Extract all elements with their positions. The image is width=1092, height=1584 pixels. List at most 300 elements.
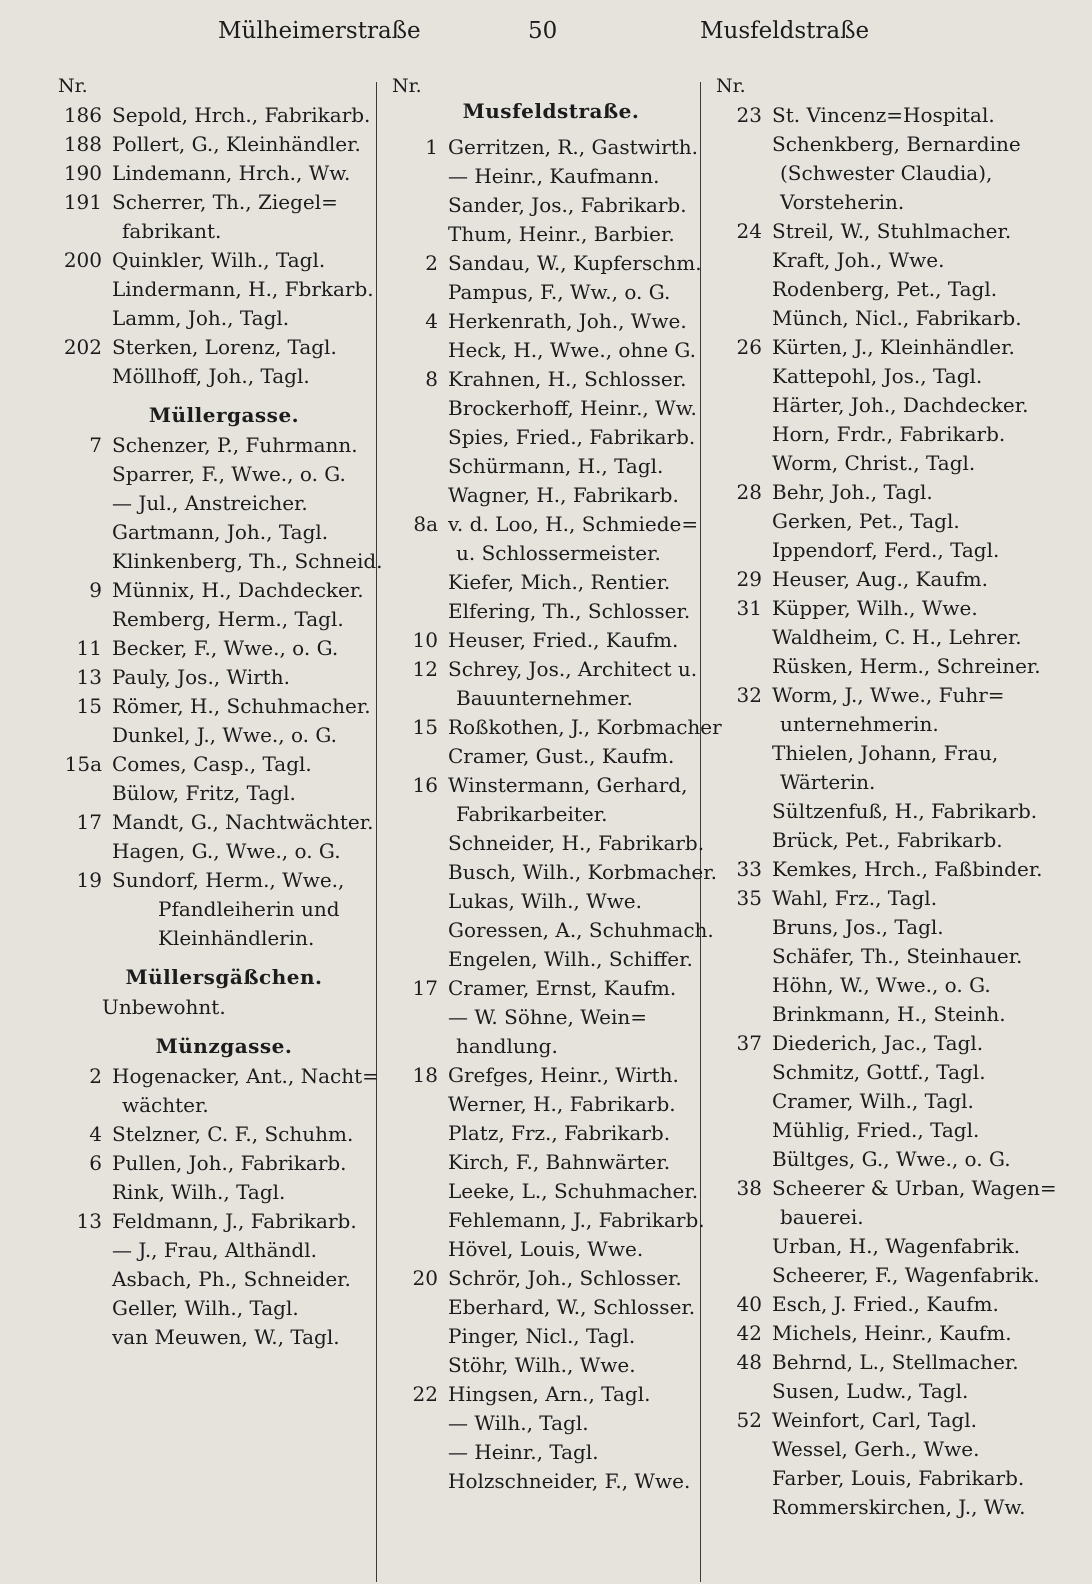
house-number: 20 xyxy=(412,1266,438,1290)
directory-entry xyxy=(716,1493,1056,1522)
directory-entry xyxy=(716,826,1056,855)
resident-entry: fabrikant. xyxy=(122,219,222,243)
resident-entry: Sparrer, F., Wwe., o. G. xyxy=(112,462,346,486)
resident-entry: Rink, Wilh., Tagl. xyxy=(112,1180,286,1204)
resident-entry: Stöhr, Wilh., Wwe. xyxy=(448,1353,636,1377)
resident-entry: Gerritzen, R., Gastwirth. xyxy=(448,135,699,159)
directory-entry xyxy=(716,739,1056,768)
directory-entry xyxy=(716,536,1056,565)
resident-entry: Mandt, G., Nachtwächter. xyxy=(112,810,374,834)
house-number: 17 xyxy=(76,810,102,834)
resident-entry: Wessel, Gerh., Wwe. xyxy=(772,1437,980,1461)
resident-entry: — Heinr., Tagl. xyxy=(448,1440,599,1464)
column-3 xyxy=(716,72,1056,1522)
directory-entry xyxy=(392,800,710,829)
house-number: 8a xyxy=(413,512,438,536)
directory-entry xyxy=(58,895,390,924)
resident-entry: Pauly, Jos., Wirth. xyxy=(112,665,290,689)
directory-entry xyxy=(58,130,390,159)
house-number: 9 xyxy=(89,578,102,602)
directory-entry xyxy=(716,1261,1056,1290)
entry-list xyxy=(392,133,722,1496)
directory-entry xyxy=(58,808,390,837)
resident-entry: Sandau, W., Kupferschm. xyxy=(448,251,702,275)
house-number: 31 xyxy=(736,596,762,620)
resident-entry: Diederich, Jac., Tagl. xyxy=(772,1031,984,1055)
resident-entry: handlung. xyxy=(456,1034,558,1058)
resident-entry: unternehmerin. xyxy=(780,712,939,736)
resident-entry: (Schwester Claudia), xyxy=(780,161,993,185)
house-number: 32 xyxy=(736,683,762,707)
directory-entry xyxy=(392,162,710,191)
resident-entry: Münch, Nicl., Fabrikarb. xyxy=(772,306,1022,330)
directory-entry xyxy=(58,518,390,547)
directory-entry xyxy=(58,1149,390,1178)
resident-entry: Kleinhändlerin. xyxy=(158,926,315,950)
resident-entry: Hingsen, Arn., Tagl. xyxy=(448,1382,651,1406)
directory-entry xyxy=(58,304,390,333)
section-heading: Müllersgäßchen. xyxy=(125,965,323,989)
resident-entry: Fehlemann, J., Fabrikarb. xyxy=(448,1208,705,1232)
house-number: 38 xyxy=(736,1176,762,1200)
resident-entry: Schrör, Joh., Schlosser. xyxy=(448,1266,682,1290)
directory-entry xyxy=(716,246,1056,275)
resident-entry: Brockerhoff, Heinr., Ww. xyxy=(448,396,697,420)
directory-entry xyxy=(392,220,710,249)
resident-entry: — W. Söhne, Wein= xyxy=(448,1005,647,1029)
directory-entry xyxy=(58,692,390,721)
directory-entry xyxy=(392,1351,710,1380)
resident-entry: Krahnen, H., Schlosser. xyxy=(448,367,687,391)
resident-entry: Grefges, Heinr., Wirth. xyxy=(448,1063,679,1087)
directory-entry xyxy=(392,1148,710,1177)
directory-entry xyxy=(716,1464,1056,1493)
house-number: 17 xyxy=(412,976,438,1000)
directory-entry xyxy=(392,742,710,771)
resident-entry: Kemkes, Hrch., Faßbinder. xyxy=(772,857,1043,881)
directory-entry xyxy=(58,333,390,362)
house-number: 26 xyxy=(736,335,762,359)
directory-entry xyxy=(716,797,1056,826)
directory-entry xyxy=(716,652,1056,681)
directory-entry xyxy=(58,275,390,304)
directory-entry xyxy=(58,1062,390,1091)
header-right-street: Musfeldstraße xyxy=(700,18,870,44)
resident-entry: Cramer, Wilh., Tagl. xyxy=(772,1089,974,1113)
column-1 xyxy=(58,72,390,1352)
resident-entry: Vorsteherin. xyxy=(780,190,905,214)
resident-entry: Rommerskirchen, J., Ww. xyxy=(772,1495,1026,1519)
house-number: 16 xyxy=(412,773,438,797)
resident-entry: v. d. Loo, H., Schmiede= xyxy=(448,512,699,536)
directory-entry xyxy=(392,423,710,452)
resident-entry: Schneider, H., Fabrikarb. xyxy=(448,831,705,855)
resident-entry: Streil, W., Stuhlmacher. xyxy=(772,219,1012,243)
resident-entry: Thielen, Johann, Frau, xyxy=(772,741,999,765)
directory-entry xyxy=(392,1032,710,1061)
house-number: 29 xyxy=(736,567,762,591)
directory-entry xyxy=(716,1029,1056,1058)
resident-entry: Fabrikarbeiter. xyxy=(456,802,608,826)
house-number: 22 xyxy=(412,1382,438,1406)
resident-entry: Pfandleiherin und xyxy=(158,897,340,921)
directory-entry xyxy=(58,246,390,275)
resident-entry: Comes, Casp., Tagl. xyxy=(112,752,312,776)
directory-entry xyxy=(58,779,390,808)
resident-entry: Schmitz, Gottf., Tagl. xyxy=(772,1060,986,1084)
nr-header: Nr. xyxy=(392,75,422,97)
house-number: 7 xyxy=(89,433,102,457)
resident-entry: Sterken, Lorenz, Tagl. xyxy=(112,335,337,359)
directory-entry xyxy=(58,1265,390,1294)
resident-entry: Scheerer & Urban, Wagen= xyxy=(772,1176,1057,1200)
directory-entry xyxy=(716,623,1056,652)
header-left-street: Mülheimerstraße xyxy=(218,18,421,44)
resident-entry: Geller, Wilh., Tagl. xyxy=(112,1296,299,1320)
resident-entry: Pollert, G., Kleinhändler. xyxy=(112,132,361,156)
directory-entry xyxy=(392,1177,710,1206)
resident-entry: Sander, Jos., Fabrikarb. xyxy=(448,193,687,217)
directory-entry xyxy=(392,945,710,974)
house-number: 33 xyxy=(736,857,762,881)
directory-entry xyxy=(58,837,390,866)
resident-entry: Klinkenberg, Th., Schneid. xyxy=(112,549,383,573)
house-number: 15 xyxy=(412,715,438,739)
directory-entry xyxy=(392,1235,710,1264)
house-number: 4 xyxy=(89,1122,102,1146)
unbewohnt-note: Unbewohnt. xyxy=(102,995,226,1019)
resident-entry: Heuser, Aug., Kaufm. xyxy=(772,567,989,591)
directory-entry xyxy=(392,278,710,307)
resident-entry: Schenkberg, Bernardine xyxy=(772,132,1021,156)
directory-entry xyxy=(716,1174,1056,1203)
directory-entry xyxy=(392,1409,710,1438)
house-number: 2 xyxy=(425,251,438,275)
house-number: 37 xyxy=(736,1031,762,1055)
directory-entry xyxy=(392,1438,710,1467)
resident-entry: Scherrer, Th., Ziegel= xyxy=(112,190,338,214)
directory-entry xyxy=(716,594,1056,623)
directory-entry xyxy=(58,1120,390,1149)
resident-entry: Küpper, Wilh., Wwe. xyxy=(772,596,978,620)
house-number: 18 xyxy=(412,1063,438,1087)
resident-entry: Scheerer, F., Wagenfabrik. xyxy=(772,1263,1040,1287)
resident-entry: Höhn, W., Wwe., o. G. xyxy=(772,973,991,997)
page-header xyxy=(0,14,1092,50)
resident-entry: — Jul., Anstreicher. xyxy=(112,491,308,515)
house-number: 202 xyxy=(63,335,102,359)
directory-entry xyxy=(392,1467,710,1496)
resident-entry: Schürmann, H., Tagl. xyxy=(448,454,664,478)
resident-entry: — Heinr., Kaufmann. xyxy=(448,164,660,188)
resident-entry: Pampus, F., Ww., o. G. xyxy=(448,280,671,304)
directory-entry xyxy=(392,568,710,597)
resident-entry: Worm, J., Wwe., Fuhr= xyxy=(772,683,1005,707)
directory-entry xyxy=(392,974,710,1003)
resident-entry: Thum, Heinr., Barbier. xyxy=(448,222,675,246)
directory-entry xyxy=(716,217,1056,246)
directory-entry xyxy=(716,304,1056,333)
resident-entry: Becker, F., Wwe., o. G. xyxy=(112,636,339,660)
directory-entry xyxy=(716,1406,1056,1435)
house-number: 40 xyxy=(736,1292,762,1316)
directory-entry xyxy=(58,1178,390,1207)
directory-entry xyxy=(716,1145,1056,1174)
directory-entry xyxy=(58,489,390,518)
directory-entry xyxy=(716,884,1056,913)
directory-entry xyxy=(716,1203,1056,1232)
resident-entry: van Meuwen, W., Tagl. xyxy=(112,1325,340,1349)
resident-entry: Gerken, Pet., Tagl. xyxy=(772,509,960,533)
directory-entry xyxy=(392,539,710,568)
entry-list xyxy=(58,101,390,391)
directory-entry xyxy=(716,710,1056,739)
resident-entry: Holzschneider, F., Wwe. xyxy=(448,1469,691,1493)
resident-entry: Behr, Joh., Tagl. xyxy=(772,480,933,504)
directory-entry xyxy=(716,101,1056,130)
resident-entry: Remberg, Herm., Tagl. xyxy=(112,607,344,631)
house-number: 11 xyxy=(76,636,102,660)
directory-entry xyxy=(716,275,1056,304)
resident-entry: Hogenacker, Ant., Nacht= xyxy=(112,1064,379,1088)
house-number: 186 xyxy=(63,103,102,127)
resident-entry: Härter, Joh., Dachdecker. xyxy=(772,393,1029,417)
resident-entry: Spies, Fried., Fabrikarb. xyxy=(448,425,696,449)
directory-entry xyxy=(392,684,710,713)
resident-entry: wächter. xyxy=(122,1093,209,1117)
directory-entry xyxy=(716,507,1056,536)
resident-entry: Busch, Wilh., Korbmacher. xyxy=(448,860,717,884)
directory-entry xyxy=(392,1322,710,1351)
house-number: 10 xyxy=(412,628,438,652)
resident-entry: Herkenrath, Joh., Wwe. xyxy=(448,309,687,333)
directory-entry xyxy=(392,1061,710,1090)
resident-entry: Schäfer, Th., Steinhauer. xyxy=(772,944,1023,968)
house-number: 28 xyxy=(736,480,762,504)
resident-entry: Brück, Pet., Fabrikarb. xyxy=(772,828,1003,852)
directory-entry xyxy=(392,1264,710,1293)
resident-entry: Pullen, Joh., Fabrikarb. xyxy=(112,1151,347,1175)
resident-entry: Roßkothen, J., Korbmacher xyxy=(448,715,722,739)
resident-entry: Engelen, Wilh., Schiffer. xyxy=(448,947,693,971)
resident-entry: Kraft, Joh., Wwe. xyxy=(772,248,945,272)
house-number: 19 xyxy=(76,868,102,892)
directory-entry xyxy=(716,1087,1056,1116)
directory-entry xyxy=(58,547,390,576)
resident-entry: — J., Frau, Althändl. xyxy=(112,1238,317,1262)
directory-entry xyxy=(716,130,1056,159)
resident-entry: Rodenberg, Pet., Tagl. xyxy=(772,277,998,301)
directory-entry xyxy=(392,394,710,423)
directory-entry xyxy=(716,565,1056,594)
directory-entry xyxy=(716,362,1056,391)
directory-entry xyxy=(716,159,1056,188)
resident-entry: Stelzner, C. F., Schuhm. xyxy=(112,1122,354,1146)
directory-entry xyxy=(392,365,710,394)
house-number: 4 xyxy=(425,309,438,333)
resident-entry: Lamm, Joh., Tagl. xyxy=(112,306,290,330)
house-number: 15a xyxy=(64,752,102,776)
resident-entry: Schenzer, P., Fuhrmann. xyxy=(112,433,358,457)
house-number: 2 xyxy=(89,1064,102,1088)
directory-entry xyxy=(58,1323,390,1352)
directory-entry xyxy=(392,858,717,887)
directory-entry xyxy=(392,1119,710,1148)
resident-entry: Dunkel, J., Wwe., o. G. xyxy=(112,723,338,747)
resident-entry: Römer, H., Schuhmacher. xyxy=(112,694,371,718)
entry-list xyxy=(716,101,1056,1522)
directory-entry xyxy=(58,866,390,895)
resident-entry: Bülow, Fritz, Tagl. xyxy=(112,781,296,805)
directory-entry xyxy=(716,1058,1056,1087)
resident-entry: Kirch, F., Bahnwärter. xyxy=(448,1150,671,1174)
resident-entry: Kattepohl, Jos., Tagl. xyxy=(772,364,983,388)
directory-entry xyxy=(392,1090,710,1119)
house-number: 200 xyxy=(63,248,102,272)
directory-entry xyxy=(58,460,390,489)
directory-entry xyxy=(716,333,1056,362)
resident-entry: Winstermann, Gerhard, xyxy=(448,773,688,797)
resident-entry: Urban, H., Wagenfabrik. xyxy=(772,1234,1021,1258)
directory-entry xyxy=(392,1003,710,1032)
resident-entry: Worm, Christ., Tagl. xyxy=(772,451,976,475)
resident-entry: Wagner, H., Fabrikarb. xyxy=(448,483,679,507)
directory-entry xyxy=(716,420,1056,449)
resident-entry: Ippendorf, Ferd., Tagl. xyxy=(772,538,1000,562)
directory-entry xyxy=(58,1091,390,1120)
house-number: 190 xyxy=(63,161,102,185)
page-number: 50 xyxy=(528,18,558,44)
directory-entry xyxy=(716,1290,1056,1319)
section-heading: Musfeldstraße. xyxy=(462,99,640,123)
house-number: 188 xyxy=(63,132,102,156)
resident-entry: Bauunternehmer. xyxy=(456,686,633,710)
resident-entry: Michels, Heinr., Kaufm. xyxy=(772,1321,1012,1345)
resident-entry: Kiefer, Mich., Rentier. xyxy=(448,570,671,594)
directory-entry xyxy=(58,924,390,953)
house-number: 13 xyxy=(76,1209,102,1233)
section-heading: Müllergasse. xyxy=(148,403,300,427)
directory-entry xyxy=(58,159,390,188)
directory-entry xyxy=(58,1207,390,1236)
resident-entry: Hagen, G., Wwe., o. G. xyxy=(112,839,341,863)
house-number: 42 xyxy=(736,1321,762,1345)
house-number: 24 xyxy=(736,219,762,243)
resident-entry: Leeke, L., Schuhmacher. xyxy=(448,1179,699,1203)
resident-entry: Heck, H., Wwe., ohne G. xyxy=(448,338,697,362)
house-number: 191 xyxy=(63,190,102,214)
directory-entry xyxy=(58,605,390,634)
directory-entry xyxy=(392,655,710,684)
directory-entry xyxy=(392,887,710,916)
resident-entry: Susen, Ludw., Tagl. xyxy=(772,1379,969,1403)
directory-entry xyxy=(392,452,710,481)
directory-entry xyxy=(392,626,710,655)
house-number: 15 xyxy=(76,694,102,718)
resident-entry: Sepold, Hrch., Fabrikarb. xyxy=(112,103,371,127)
directory-entry xyxy=(716,1232,1056,1261)
directory-entry xyxy=(58,217,390,246)
resident-entry: St. Vincenz=Hospital. xyxy=(772,103,995,127)
directory-entry xyxy=(392,713,722,742)
directory-entry xyxy=(716,1116,1056,1145)
resident-entry: Platz, Frz., Fabrikarb. xyxy=(448,1121,671,1145)
directory-entry xyxy=(392,481,710,510)
resident-entry: Rüsken, Herm., Schreiner. xyxy=(772,654,1041,678)
resident-entry: Werner, H., Fabrikarb. xyxy=(448,1092,676,1116)
directory-entry xyxy=(716,942,1056,971)
resident-entry: u. Schlossermeister. xyxy=(456,541,661,565)
resident-entry: Pinger, Nicl., Tagl. xyxy=(448,1324,636,1348)
resident-entry: Asbach, Ph., Schneider. xyxy=(112,1267,351,1291)
resident-entry: Mühlig, Fried., Tagl. xyxy=(772,1118,980,1142)
directory-entry xyxy=(392,1380,710,1409)
resident-entry: Bültges, G., Wwe., o. G. xyxy=(772,1147,1011,1171)
directory-entry xyxy=(58,188,390,217)
directory-entry xyxy=(58,362,390,391)
directory-entry xyxy=(392,597,710,626)
directory-entry xyxy=(716,971,1056,1000)
resident-entry: bauerei. xyxy=(780,1205,864,1229)
resident-entry: Heuser, Fried., Kaufm. xyxy=(448,628,679,652)
directory-entry xyxy=(716,1000,1056,1029)
resident-entry: Sültzenfuß, H., Fabrikarb. xyxy=(772,799,1038,823)
resident-entry: Weinfort, Carl, Tagl. xyxy=(772,1408,977,1432)
directory-entry xyxy=(716,391,1056,420)
directory-entry xyxy=(392,133,710,162)
resident-entry: Lindermann, H., Fbrkarb. xyxy=(112,277,374,301)
entry-list xyxy=(58,1062,390,1352)
directory-entry xyxy=(392,249,710,278)
directory-entry xyxy=(392,829,710,858)
house-number: 8 xyxy=(425,367,438,391)
column-2 xyxy=(392,72,722,1496)
directory-entry xyxy=(392,1206,710,1235)
resident-entry: Wahl, Frz., Tagl. xyxy=(772,886,938,910)
directory-entry xyxy=(716,913,1056,942)
resident-entry: Möllhoff, Joh., Tagl. xyxy=(112,364,310,388)
house-number: 35 xyxy=(736,886,762,910)
resident-entry: Brinkmann, H., Steinh. xyxy=(772,1002,1006,1026)
resident-entry: Lindemann, Hrch., Ww. xyxy=(112,161,351,185)
house-number: 23 xyxy=(736,103,762,127)
resident-entry: Elfering, Th., Schlosser. xyxy=(448,599,691,623)
directory-entry xyxy=(58,750,390,779)
directory-entry xyxy=(392,1293,710,1322)
resident-entry: Schrey, Jos., Architect u. xyxy=(448,657,698,681)
directory-entry xyxy=(392,191,710,220)
house-number: 48 xyxy=(736,1350,762,1374)
resident-entry: Wärterin. xyxy=(780,770,876,794)
house-number: 52 xyxy=(736,1408,762,1432)
resident-entry: Horn, Frdr., Fabrikarb. xyxy=(772,422,1006,446)
directory-entry xyxy=(392,336,710,365)
directory-entry xyxy=(58,634,390,663)
directory-entry xyxy=(58,663,390,692)
directory-entry xyxy=(716,1377,1056,1406)
house-number: 12 xyxy=(412,657,438,681)
directory-entry xyxy=(58,1236,390,1265)
resident-entry: Farber, Louis, Fabrikarb. xyxy=(772,1466,1025,1490)
resident-entry: Cramer, Gust., Kaufm. xyxy=(448,744,675,768)
resident-entry: Feldmann, J., Fabrikarb. xyxy=(112,1209,357,1233)
directory-entry xyxy=(392,307,710,336)
resident-entry: — Wilh., Tagl. xyxy=(448,1411,589,1435)
resident-entry: Gartmann, Joh., Tagl. xyxy=(112,520,329,544)
directory-entry xyxy=(716,478,1056,507)
resident-entry: Quinkler, Wilh., Tagl. xyxy=(112,248,326,272)
directory-entry xyxy=(716,1319,1056,1348)
